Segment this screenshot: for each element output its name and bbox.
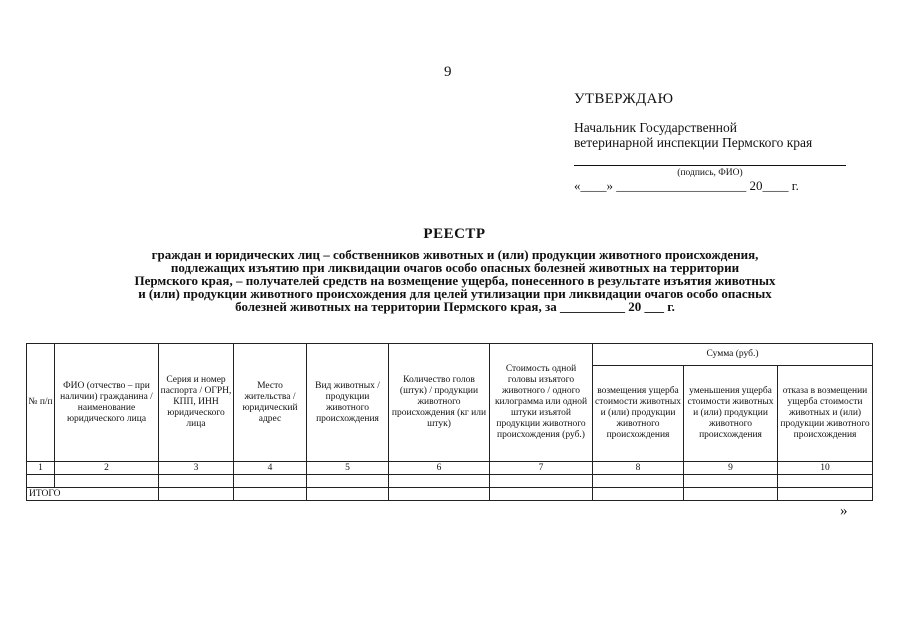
signature-hint: (подпись, ФИО) [677,168,743,178]
empty-cell [159,475,234,488]
empty-cell [778,475,873,488]
column-number-cell: 9 [684,462,778,475]
column-number-cell: 2 [55,462,159,475]
column-number-cell: 4 [234,462,307,475]
column-number-cell: 6 [389,462,490,475]
registry-table [26,343,873,501]
header-cell-reduction: уменьшения ущерба стоимости животных и (или) продукции животного происхождения [684,366,778,462]
empty-cell [490,488,593,501]
header-cell-compensation: возмещения ущерба стоимости животных и (или) продукции животного происхождения [593,366,684,462]
empty-cell [389,488,490,501]
register-subtitle [70,248,840,313]
empty-cell [27,475,55,488]
page-number: 9 [444,64,452,80]
empty-cell [593,488,684,501]
register-subtitle-line: и (или) продукции животного происхождения для целей утилизации при ликвидации очагов особо опасных [138,286,772,301]
signature-line [574,159,846,166]
approval-position [574,120,854,150]
register-subtitle-line: Пермского края, – получателей средств на возмещение ущерба, понесенного в результате изъятия животных [134,273,776,288]
empty-cell [307,488,389,501]
approval-position-line1: Начальник Государственной [574,120,738,135]
closing-quote: » [840,503,848,519]
header-cell-number: № п/п [27,344,55,462]
table-row-total [27,488,873,501]
header-cell-name: ФИО (отчество – при наличии) гражданина / наименование юридического лица [55,344,159,462]
approval-date-line: «____» ____________________ 20____ г. [574,178,799,193]
approval-block [574,91,854,194]
empty-cell [490,475,593,488]
empty-cell [389,475,490,488]
total-label: ИТОГО [27,488,159,501]
empty-cell [778,488,873,501]
register-title: РЕЕСТР [423,226,486,242]
header-cell-passport: Серия и номер паспорта / ОГРН, КПП, ИНН юридического лица [159,344,234,462]
column-numbers-row [27,462,873,475]
empty-cell [307,475,389,488]
column-number-cell: 7 [490,462,593,475]
approval-title: УТВЕРЖДАЮ [574,91,674,107]
header-cell-unit-cost: Стоимость одной головы изъятого животного / одного килограмма или одной штуки изъятой продукции животного происхождения (руб.) [490,344,593,462]
header-cell-address: Место жительства / юридический адрес [234,344,307,462]
empty-cell [234,475,307,488]
empty-cell [159,488,234,501]
column-number-cell: 1 [27,462,55,475]
empty-cell [684,488,778,501]
empty-cell [55,475,159,488]
register-subtitle-line: болезней животных на территории Пермского края, за __________ 20 ___ г. [235,299,675,314]
register-subtitle-line: граждан и юридических лиц – собственников животных и (или) продукции животного происхождения, [151,247,759,262]
header-cell-refusal: отказа в возмещении ущерба стоимости животных и (или) продукции животного происхождения [778,366,873,462]
column-number-cell: 8 [593,462,684,475]
empty-cell [234,488,307,501]
header-cell-animal-type: Вид животных / продукции животного происхождения [307,344,389,462]
empty-cell [684,475,778,488]
header-cell-sum-group: Сумма (руб.) [593,344,873,366]
header-cell-quantity: Количество голов (штук) / продукции животного происхождения (кг или штук) [389,344,490,462]
column-number-cell: 5 [307,462,389,475]
column-number-cell: 10 [778,462,873,475]
column-number-cell: 3 [159,462,234,475]
approval-position-line2: ветеринарной инспекции Пермского края [574,135,813,150]
table-row-empty [27,475,873,488]
empty-cell [593,475,684,488]
register-subtitle-line: подлежащих изъятию при ликвидации очагов особо опасных болезней животных на территории [170,260,740,275]
